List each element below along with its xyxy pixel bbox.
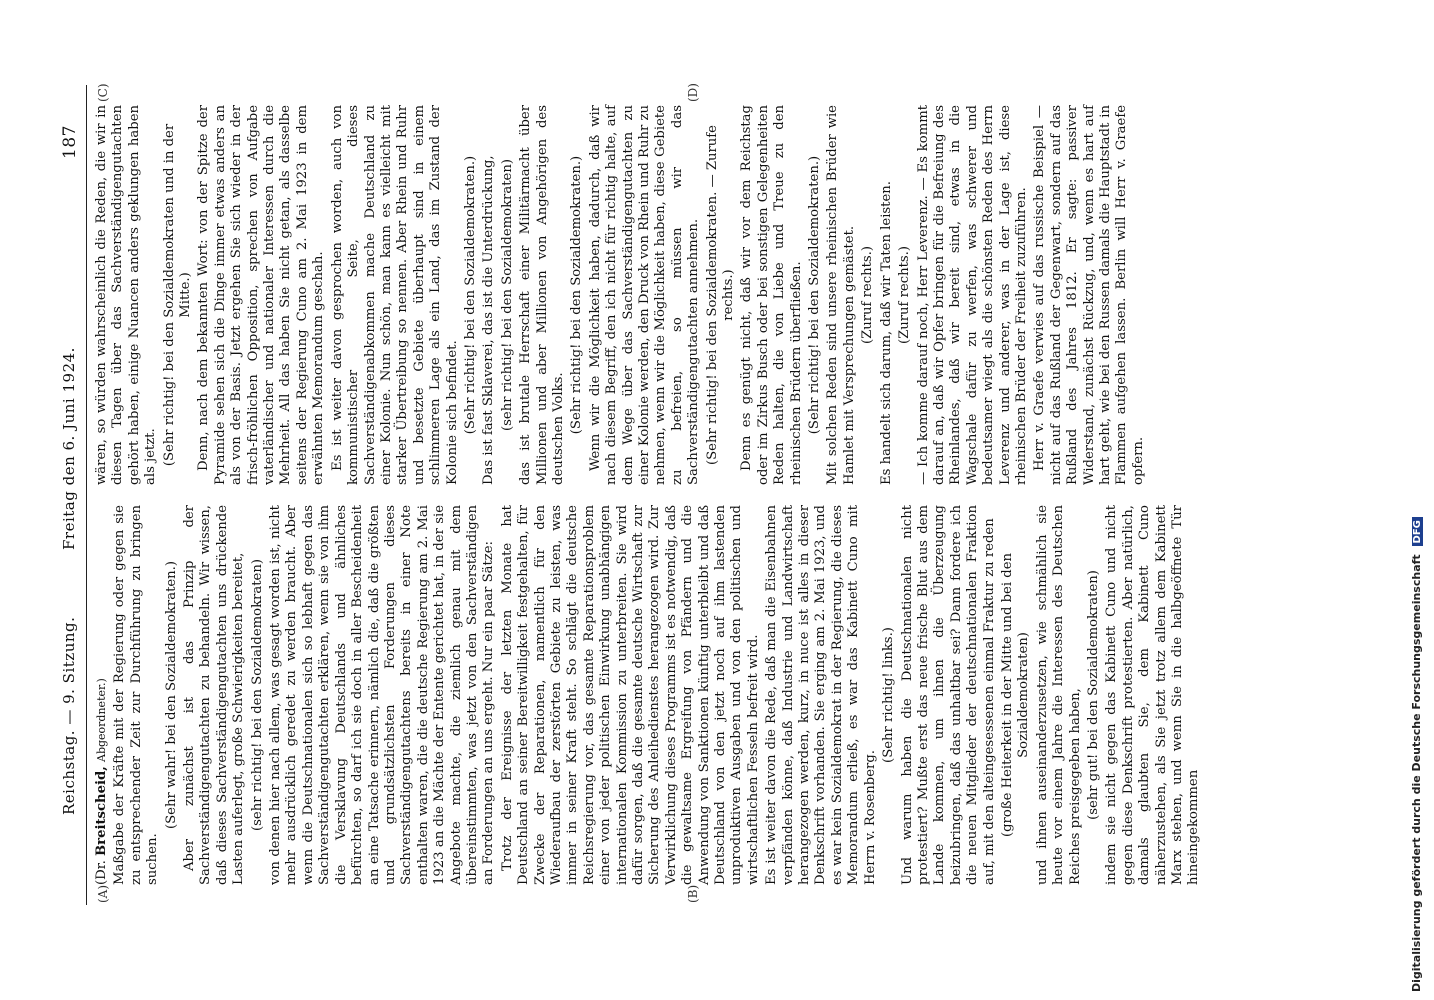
interjection: (Sehr richtig! bei den Sozialdemokraten.) bbox=[462, 155, 478, 435]
interjection: (Sehr richtig! bei den Sozialdemokraten.) bbox=[807, 155, 823, 435]
paragraph: Aber zunächst ist das Prinzip der Sachverständigengutachten zu behandeln. Wir wissen, daß dieses Sachverständigengutachten uns drückende Lasten auferlegt, große Schwierigkeiten bereitet, bbox=[182, 505, 247, 885]
paragraph: Das ist fast Sklaverei, das ist die Unterdrückung, bbox=[481, 155, 497, 485]
page-header bbox=[56, 85, 82, 905]
paragraph: Denn es genügt nicht, daß wir vor dem Reichstag oder im Zirkus Busch oder bei sonstigen Gelegenheiten Reden halten, die von Liebe und Treue zu den rheinischen Brüdern überfließen. bbox=[739, 105, 804, 485]
interjection: (große Heiterkeit in der Mitte und bei den Sozialdemokraten) bbox=[999, 552, 1032, 838]
paragraph: Maßgabe der Kräfte mit der Regierung oder gegen sie zu entsprechender Zeit zur Durchführung zu bringen suchen. bbox=[112, 505, 161, 885]
interjection: (sehr richtig! bei den Sozialdemokraten) bbox=[499, 159, 515, 431]
paragraph: — Ich komme darauf noch, Herr Leverenz. — Es kommt darauf an, daß wir Opfer bringen für die Befreiung des Rheinlandes, daß wir bereit sind, etwas in die Wagschale dafür zu werfen, was schwerer und bedeutsamer wiegt als die schönsten Reden des Herrn Leverenz und anderer, was in der Lage ist, diese rheinischen Brüder der Freiheit zuzuführen. bbox=[915, 105, 1029, 485]
paragraph: von denen hier nach allem, was gesagt worden ist, nicht mehr ausdrücklich geredet zu werden braucht. Aber wenn die Deutschnationalen sich so lebhaft gegen das Sachverständigengutachten erklären, wenn sie von ihm die Versklavung Deutschlands und ähnliches befürchten, so darf ich sie doch in aller Bescheidenheit an eine Tatsache erinnern, nämlich die, daß die größten und grundsätzlichsten Forderungen dieses Sachverständigengutachtens bereits in einer Note enthalten waren, die die deutsche Regierung am 2. Mai 1923 an die Mächte der Entente gerichtet hat, in der sie Angebote machte, die ziemlich genau mit dem übereinstimmten, was jetzt von den Sachverständigen an Forderungen an uns ergeht. Nur ein paar Sätze: bbox=[268, 505, 497, 885]
funding-note bbox=[1408, 8, 1432, 992]
interjection: (Sehr richtig! links.) bbox=[881, 627, 897, 763]
paragraph: Denn, nach dem bekannten Wort: von der Spitze der Pyramide sehen sich die Dinge immer etwas anders an als von der Basis. Jetzt ergehen Sie sich wieder in der frisch-fröhlichen Opposition, sprechen von Aufgabe vaterländischer und nationaler Interessen durch die Mehrheit. All das haben Sie nicht getan, als dasselbe seitens der Regierung Cuno am 2. Mai 1923 in dem erwähnten Memorandum geschah. bbox=[196, 105, 327, 485]
column-right bbox=[94, 105, 1149, 485]
margin-marker-b: (B) bbox=[686, 884, 700, 903]
rotated-page bbox=[56, 85, 1356, 905]
page-content bbox=[56, 85, 1356, 905]
interjection: (sehr richtig! bei den Sozialdemokraten) bbox=[249, 559, 265, 831]
margin-marker-d: (D) bbox=[686, 83, 700, 102]
interjection: (Sehr richtig! bei den Sozialdemokraten.) bbox=[569, 155, 585, 435]
paragraph: Es ist weiter davon gesprochen worden, auch von kommunistischer Seite, dieses Sachverständigenabkommen mache Deutschland zu einer Kolonie. Nun schön, man kann es vielleicht mit starker Übertreibung so nennen. Aber Rhein und Ruhr und besetzte Gebiete überhaupt sind in einem schlimmeren Lage als ein Land, das im Zustand der Kolonie sich befindet. bbox=[329, 105, 460, 485]
paragraph: das ist brutale Herrschaft einer Militärmacht über Millionen und aber Millionen von Angehörigen des deutschen Volks. bbox=[518, 105, 566, 485]
header-left: Reichstag. — 9. Sitzung. bbox=[60, 616, 78, 815]
paragraph: wären, so würden wahrscheinlich die Reden, die wir in diesen Tagen über das Sachverständigengutachten gehört haben, einige Nuancen anders geklungen haben als jetzt. bbox=[94, 105, 159, 485]
interjection: (sehr gut! bei den Sozialdemokraten) bbox=[1085, 570, 1101, 820]
dfg-logo: DFG bbox=[1412, 517, 1423, 546]
speaker-prefix: (Dr. bbox=[94, 860, 109, 885]
speaker-name: Breitscheid, bbox=[94, 766, 109, 857]
paragraph: Und warum haben die Deutschnationalen nicht protestiert? Mußte erst das neue frische Blut aus dem Lande kommen, um ihnen die Überzeugung beizubringen, daß das unhaltbar sei? Dann fordere ich die neuen Mitglieder der deutschnationalen Fraktion auf, mit den alteingesessenen einmal Fraktur zu reden bbox=[899, 505, 997, 885]
header-center: Freitag den 6. Juni 1924. bbox=[60, 347, 78, 550]
interjection: (Zuruf rechts.) bbox=[897, 245, 913, 345]
interjection: (Sehr wahr! bei den Sozialdemokraten.) bbox=[163, 561, 179, 829]
paragraph: indem sie nicht gegen das Kabinett Cuno und nicht gegen diese Denkschrift protestierten. Aber natürlich, damals glaubten Sie, dem Kabinett Cuno näherzustehen, als Sie jetzt trotz allem dem Kabinett Marx stehen, und wenn Sie in die halbgeöffnete Tür hineingekommen bbox=[1104, 505, 1202, 885]
speaker-line bbox=[94, 505, 110, 885]
quotation: Trotz der Ereignisse der letzten Monate hat Deutschland an seiner Bereitwilligkeit festgehalten, für Zwecke der Reparationen, namentlich für den Wiederaufbau der zerstörten Gebiete zu leisten, was immer in seiner Kraft steht. So schlägt die deutsche Reichsregierung vor, das gesamte Reparationsproblem einer von jeder politischen Einwirkung unabhängigen internationalen Kommission zu unterbreiten. Sie wird dafür sorgen, daß die gesamte deutsche Wirtschaft zur Sicherung des Anleihedienstes herangezogen wird. Zur Verwirklichung dieses Programms ist es notwendig, daß die gewaltsame Ergreifung von Pfändern und die Anwendung von Sanktionen künftig unterbleibt und daß Deutschland von den jetzt noch auf ihm lastenden unproduktiven Ausgaben und von den politischen und wirtschaftlichen Fesseln befreit wird. bbox=[499, 505, 761, 885]
paragraph: und ihnen auseinanderzusetzen, wie schmählich sie heute vor einem Jahre die Interessen des Deutschen Reiches preisgegeben haben, bbox=[1034, 505, 1083, 885]
paragraph: Mit solchen Reden sind unsere rheinischen Brüder wie Hamlet mit Versprechungen gemästet. bbox=[825, 105, 857, 485]
interjection: (Sehr richtig! bei den Sozialdemokraten und in der Mitte.) bbox=[161, 123, 194, 467]
margin-marker-c: (C) bbox=[96, 83, 110, 102]
interjection: (Sehr richtig! bei den Sozialdemokraten. — Zurufe rechts.) bbox=[704, 125, 737, 465]
paragraph: Es ist weiter davon die Rede, daß man die Eisenbahnen verpfänden könne, daß Industrie und Landwirtschaft herangezogen werden, kurz, in nuce ist alles in dieser Denkschrift vorhanden. Sie erging am 2. Mai 1923, und es war kein Sozialdemokrat in der Regierung, die dieses Memorandum erließ, es war das Kabinett Cuno mit Herrn v. Rosenberg. bbox=[764, 505, 878, 885]
margin-marker-a: (A) bbox=[96, 884, 110, 903]
paragraph: Herr v. Graefe verwies auf das russische Beispiel — nicht auf das Rußland der Gegenwart, sondern auf das Rußland des Jahres 1812. Er sagte: passiver Widerstand, zunächst Rückzug, und, wenn es hart auf hart geht, wie bei den Russen damals die Hauptstadt in Flammen aufgehen lassen. Berlin will Herr v. Graefe opfern. bbox=[1032, 105, 1146, 485]
paragraph: Wenn wir die Möglichkeit haben, dadurch, daß wir nach diesem Begriff, den ich nicht für richtig halte, auf dem Wege über das Sachverständigengutachten zu einer Kolonie werden, den Druck von Rhein und Ruhr zu nehmen, wenn wir die Möglichkeit haben, diese Gebiete zu befreien, so müssen wir das Sachverständigengutachten annehmen. bbox=[587, 105, 702, 485]
interjection: (Zuruf rechts.) bbox=[860, 245, 876, 345]
page-number: 187 bbox=[60, 125, 80, 159]
speaker-role: Abgeordneter.) bbox=[95, 678, 108, 762]
header-rule bbox=[86, 85, 87, 905]
funding-text: Digitalisierung gefördert durch die Deutsche Forschungsgemeinschaft bbox=[1410, 554, 1423, 992]
funding-note-text bbox=[1410, 8, 1430, 992]
paragraph: Es handelt sich darum, daß wir Taten leisten. bbox=[878, 181, 894, 485]
column-left bbox=[94, 505, 1205, 885]
